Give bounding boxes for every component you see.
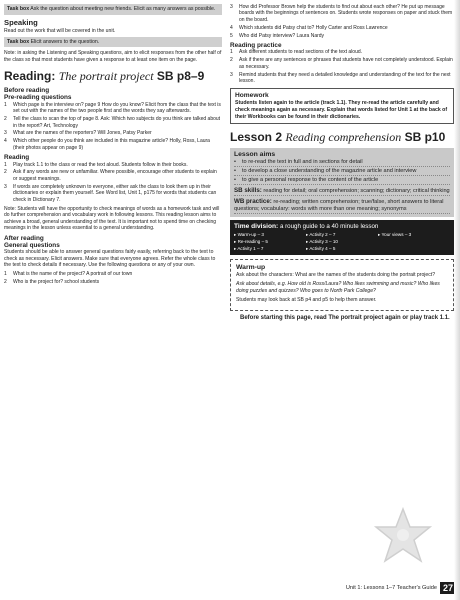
task-box-label: Task box [7,38,30,45]
item-text: Which page is the interview on? page 9 How do you know? Elicit from the class that the text is set out with the names of the two people first and the words they say afterwards. [13,101,221,115]
task-box-label: Task box [7,6,30,12]
general-questions-continued [230,4,454,39]
item-text: to re-read the text in full and in sections for detail [242,159,363,166]
wb-practice [234,198,450,214]
item-number: 5 [230,32,233,39]
list-item [234,177,450,185]
sb-skills-label: SB skills: [234,187,262,195]
wb-practice-text: re-reading; written comprehension; true/false, short answers to literal questions; vocabulary: words with more than one meaning; synonyms [234,199,444,213]
pre-reading-list [4,102,222,151]
item-number: 3 [230,4,233,10]
item-number: 2 [4,169,7,176]
time-division-heading [234,223,450,230]
warm-up-heading: Warm-up [236,264,266,272]
reading-heading [4,69,222,84]
time-item: ▸ Activity 3 – 10 [306,239,338,245]
list-item [4,279,222,285]
item-number: 1 [4,161,7,168]
reading-practice-heading: Reading practice [230,42,282,50]
warm-up-details: Ask about details, e.g. How old is Ross/Laura? Who likes swimming and music? Who likes doing puzzles and quizzes? Who goes to North Park College? [236,281,440,294]
left-column [4,0,222,287]
list-item [4,130,222,136]
wb-practice-label: WB practice: [234,198,272,206]
list-item [230,25,454,31]
list-item [4,271,222,277]
note-paragraph: Note: Students will have the opportunity to check meanings of words as a homework task and will do further comprehension and vocabulary work in following lessons. This reading lesson aims to achieve a broad, general understanding of the text. It is important not to spend time on checking meanings in the lesson unless essential to a general understanding. [4,206,220,232]
bullet-icon: • [234,177,236,184]
lesson-aims-heading: Lesson aims [234,151,276,159]
homework-heading: Homework [235,92,269,100]
list-item [4,162,222,168]
time-division-label: Time division: [234,223,279,231]
general-questions-heading: General questions [4,242,60,250]
lesson2-heading-italic: Reading comprehension [285,130,402,145]
list-item [4,116,222,129]
item-text: to develop a close understanding of the magazine article and interview [242,168,417,175]
right-column [230,0,454,322]
item-number: 3 [230,71,233,78]
list-item [234,159,450,167]
item-number: 1 [4,271,7,278]
time-item [378,239,450,245]
lesson-aims-box [230,148,454,217]
time-item: ▸ Activity 1 – 7 [234,246,264,252]
time-item: ▸ Activity 2 – 7 [306,232,336,238]
list-item [230,33,454,39]
list-item [4,102,222,115]
time-division-grid [234,232,450,252]
item-text: Ask if there are any sentences or phrases that students have not completely understood. Explain as necessary. [239,57,453,70]
list-item [230,57,454,70]
warm-up-box [230,259,454,311]
list-item [4,184,222,203]
reading-practice-list [230,49,454,84]
list-item [4,138,222,151]
reading-subheading: Reading [4,154,30,162]
sb-skills [234,187,450,196]
speaking-heading: Speaking [4,17,38,27]
lesson-aims-list [234,159,450,185]
time-division-box [230,220,454,255]
item-number: 2 [4,279,7,286]
item-text: Ask different students to read sections of the text aloud. [239,49,363,56]
time-item: ▸ Warm-up – 3 [234,232,264,238]
note-paragraph: Note: in asking the Listening and Speaking questions, aim to elicit responses from the other half of the class so that most students have given a response to at least one item on the page. [4,50,222,63]
homework-box [230,88,454,124]
star-mascot-logo [372,505,434,575]
before-reading-heading: Before reading [4,87,50,94]
item-text: Tell the class to scan the top of page 8. Ask: Which two subjects do you think are talked about in the report? Art, Technology [13,116,221,129]
item-number: 4 [4,138,7,145]
homework-text: Students listen again to the article (track 1.1). They re-read the article carefully and check meanings again as necessary. Explain that words listed for Unit 1 at the back of their Workbooks can be found in their dictionaries. [235,100,448,120]
item-number: 3 [4,183,7,190]
item-number: 1 [230,49,233,56]
item-number: 4 [230,24,233,31]
general-questions-list [4,271,222,285]
item-text: to give a personal response to the content of the article [242,177,379,184]
lesson2-heading [230,130,454,145]
general-questions-text: Students should be able to answer general questions fairly easily, referring back to the text to check as necessary. Elicit answers. Make sure that everyone agrees. Refer the whole class to the text to check details if necessary. Use the following questions or any of your own. [4,249,216,269]
item-text: Which other people do you think are included in this magazine article? Holly, Ross, Laura (their photos appear on page 9) [13,138,210,151]
item-text: Who did Patsy interview? Laura Nardy [239,32,325,39]
lesson2-heading-bold: Lesson 2 [230,130,283,145]
list-item [230,49,454,55]
item-text: Who is the project for? school students [13,279,100,286]
page-fold-shadow [454,0,460,600]
item-text: Which students did Patsy chat to? Holly Carter and Ross Lawrence [239,24,388,31]
list-item [234,168,450,176]
footer-text: Unit 1: Lessons 1–7 Teacher's Guide [345,585,437,591]
item-number: 2 [4,116,7,123]
task-box-1 [4,4,222,15]
item-text: Play track 1.1 to the class or read the text aloud. Students follow in their books. [13,161,188,168]
item-number: 3 [4,130,7,137]
reading-list [4,162,222,203]
time-item: ▸ Activity 4 – 5 [306,246,336,252]
list-item [230,72,454,85]
bullet-icon: • [234,159,236,166]
task-box-text: Elicit answers to the question. [30,38,100,45]
item-text: What are the names of the reporters? Will Jones, Patsy Parker [13,130,152,137]
reading-heading-ref: SB p8–9 [156,69,205,83]
reading-heading-italic: The portrait project [58,69,154,83]
warm-up-extra: Students may look back at SB p4 and p5 to help them answer. [236,297,377,304]
sb-skills-text: reading for detail; oral comprehension; scanning; dictionary; critical thinking [263,188,450,195]
reading-heading-bold: Reading: [4,69,56,83]
list-item [230,4,454,23]
lesson2-heading-ref: SB p10 [404,130,446,145]
time-item [378,246,450,252]
item-number: 1 [4,101,7,108]
item-text: If words are completely unknown to everyone, either ask the class to look them up in their dictionaries or explain them yourself. See Word list, Unit 1, p175 for words that students can check in Dictionary 7. [13,183,217,203]
item-text: Remind students that they need a detailed knowledge and understanding of the text for the next lesson. [239,71,451,85]
item-text: What is the name of the project? A portrait of our town [13,271,133,278]
item-number: 2 [230,57,233,64]
task-box-text: Ask the question about meeting new friends. Elicit as many answers as possible. [30,6,216,12]
before-starting-text: Before starting this page, read The portrait project again or play track 1.1. [240,315,450,322]
item-text: How did Professor Brown help the students to find out about each other? He put up message boards with the beginnings of sentences on. Students wrote responses on paper and stuck them on the board. [239,4,453,23]
after-reading-heading: After reading [4,234,44,242]
time-item: ▸ Re-reading – 5 [234,239,268,245]
item-text: Ask if any words are new or unfamiliar. Where possible, encourage other students to explain or suggest meanings. [13,169,217,182]
page-number: 27 [440,582,456,594]
time-item: ▸ Your views – 3 [378,232,412,238]
page-footer [346,582,456,594]
speaking-text: Read out the work that will be covered in the unit. [4,27,116,34]
pre-reading-heading: Pre-reading questions [4,94,72,102]
task-box-2 [4,37,222,48]
bullet-icon: • [234,168,236,175]
time-division-text: a rough guide to a 40 minute lesson [279,223,379,231]
list-item [4,169,222,182]
warm-up-text: Ask about the characters: What are the names of the students doing the portrait project? [236,272,436,279]
